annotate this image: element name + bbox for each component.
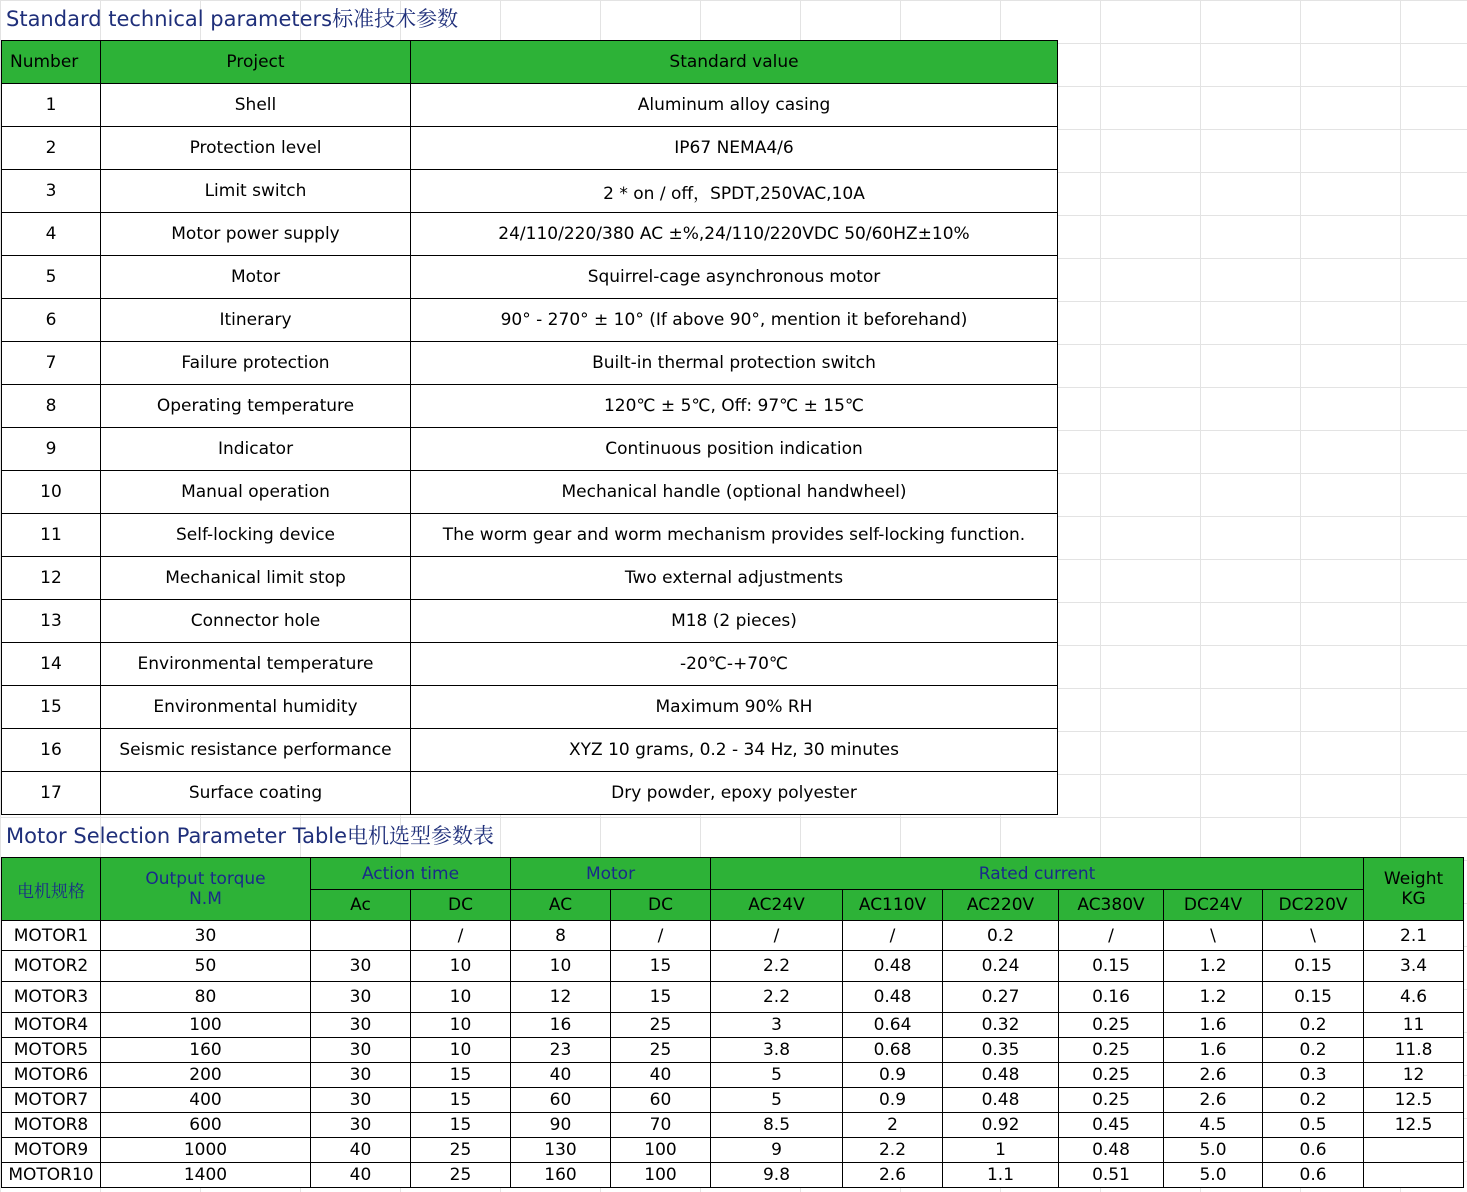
subheader-dc220v[interactable]: DC220V — [1263, 890, 1364, 921]
number-cell[interactable]: 16 — [2, 729, 101, 772]
spec-table-row — [2, 471, 1058, 514]
action-dc-cell[interactable]: 15 — [411, 1088, 511, 1113]
ac24v-cell[interactable]: 3.8 — [711, 1038, 843, 1063]
motor-ac-cell[interactable]: 8 — [511, 921, 611, 951]
motor-dc-cell[interactable]: 40 — [611, 1063, 711, 1088]
project-cell[interactable]: Motor — [101, 256, 411, 299]
spec-table-row — [2, 514, 1058, 557]
number-cell[interactable]: 15 — [2, 686, 101, 729]
ac220v-cell[interactable]: 0.32 — [943, 1013, 1059, 1038]
project-cell[interactable]: Manual operation — [101, 471, 411, 514]
ac110v-cell[interactable]: 0.9 — [843, 1063, 943, 1088]
ac220v-cell[interactable]: 0.27 — [943, 982, 1059, 1013]
ac24v-cell[interactable]: 8.5 — [711, 1113, 843, 1138]
value-cell[interactable]: IP67 NEMA4/6 — [411, 127, 1058, 170]
motor-ac-cell[interactable]: 130 — [511, 1138, 611, 1163]
ac220v-cell[interactable]: 0.2 — [943, 921, 1059, 951]
ac380v-cell[interactable]: 0.45 — [1059, 1113, 1164, 1138]
value-cell[interactable]: Maximum 90% RH — [411, 686, 1058, 729]
project-cell[interactable]: Itinerary — [101, 299, 411, 342]
spec-table-row — [2, 729, 1058, 772]
weight-cell[interactable]: 11.8 — [1364, 1038, 1464, 1063]
value-cell[interactable]: -20℃-+70℃ — [411, 643, 1058, 686]
action-ac-cell[interactable] — [311, 921, 411, 951]
value-cell[interactable]: Continuous position indication — [411, 428, 1058, 471]
action-dc-cell[interactable]: 15 — [411, 1113, 511, 1138]
motor-dc-cell[interactable]: / — [611, 921, 711, 951]
weight-cell[interactable]: 3.4 — [1364, 951, 1464, 982]
project-cell[interactable]: Operating temperature — [101, 385, 411, 428]
subheader-action-dc[interactable]: DC — [411, 890, 511, 921]
motor-table-row — [2, 1113, 1464, 1138]
project-cell[interactable]: Environmental humidity — [101, 686, 411, 729]
motor-ac-cell[interactable]: 16 — [511, 1013, 611, 1038]
motor-dc-cell[interactable]: 100 — [611, 1163, 711, 1188]
number-cell[interactable]: 11 — [2, 514, 101, 557]
header-project[interactable]: Project — [101, 41, 411, 84]
spec-table-row — [2, 84, 1058, 127]
spec-table-row — [2, 170, 1058, 213]
motor-ac-cell[interactable]: 90 — [511, 1113, 611, 1138]
number-cell[interactable]: 12 — [2, 557, 101, 600]
motor-table-row — [2, 951, 1464, 982]
dc220v-cell[interactable]: 0.2 — [1263, 1013, 1364, 1038]
header-motor[interactable]: Motor — [511, 858, 711, 890]
motor-spec-cell[interactable]: MOTOR8 — [2, 1113, 101, 1138]
motor-ac-cell[interactable]: 40 — [511, 1063, 611, 1088]
torque-cell[interactable]: 1400 — [101, 1163, 311, 1188]
ac24v-cell[interactable]: 9.8 — [711, 1163, 843, 1188]
number-cell[interactable]: 5 — [2, 256, 101, 299]
action-dc-cell[interactable]: 15 — [411, 1063, 511, 1088]
number-cell[interactable]: 4 — [2, 213, 101, 256]
project-cell[interactable]: Surface coating — [101, 772, 411, 815]
number-cell[interactable]: 17 — [2, 772, 101, 815]
motor-table-row — [2, 921, 1464, 951]
spec-header-row — [2, 41, 1058, 84]
dc220v-cell[interactable]: 0.15 — [1263, 982, 1364, 1013]
weight-cell[interactable]: 12.5 — [1364, 1088, 1464, 1113]
value-cell[interactable]: XYZ 10 grams, 0.2 - 34 Hz, 30 minutes — [411, 729, 1058, 772]
project-cell[interactable]: Indicator — [101, 428, 411, 471]
action-ac-cell[interactable]: 30 — [311, 1088, 411, 1113]
ac380v-cell[interactable]: 0.15 — [1059, 951, 1164, 982]
ac24v-cell[interactable]: 5 — [711, 1088, 843, 1113]
subheader-action-ac[interactable]: Ac — [311, 890, 411, 921]
dc220v-cell[interactable]: \ — [1263, 921, 1364, 951]
torque-cell[interactable]: 160 — [101, 1038, 311, 1063]
spec-table-row — [2, 385, 1058, 428]
ac110v-cell[interactable]: / — [843, 921, 943, 951]
spec-table-row — [2, 213, 1058, 256]
value-cell[interactable]: Dry powder, epoxy polyester — [411, 772, 1058, 815]
spec-table-row — [2, 600, 1058, 643]
motor-dc-cell[interactable]: 15 — [611, 951, 711, 982]
motor-ac-cell[interactable]: 10 — [511, 951, 611, 982]
action-ac-cell[interactable]: 30 — [311, 982, 411, 1013]
value-cell[interactable]: Built-in thermal protection switch — [411, 342, 1058, 385]
motor-spec-cell[interactable]: MOTOR10 — [2, 1163, 101, 1188]
ac24v-cell[interactable]: 5 — [711, 1063, 843, 1088]
weight-cell[interactable] — [1364, 1163, 1464, 1188]
motor-header-row-top — [2, 858, 1464, 890]
motor-ac-cell[interactable]: 23 — [511, 1038, 611, 1063]
motor-dc-cell[interactable]: 25 — [611, 1013, 711, 1038]
subheader-ac380v[interactable]: AC380V — [1059, 890, 1164, 921]
ac380v-cell[interactable]: 0.25 — [1059, 1038, 1164, 1063]
ac380v-cell[interactable]: 0.25 — [1059, 1013, 1164, 1038]
motor-spec-cell[interactable]: MOTOR6 — [2, 1063, 101, 1088]
motor-selection-table — [1, 857, 1464, 1188]
ac110v-cell[interactable]: 0.64 — [843, 1013, 943, 1038]
motor-dc-cell[interactable]: 15 — [611, 982, 711, 1013]
dc220v-cell[interactable]: 0.6 — [1263, 1163, 1364, 1188]
project-cell[interactable]: Seismic resistance performance — [101, 729, 411, 772]
motor-spec-cell[interactable]: MOTOR2 — [2, 951, 101, 982]
dc24v-cell[interactable]: 1.2 — [1164, 982, 1263, 1013]
ac110v-cell[interactable]: 2 — [843, 1113, 943, 1138]
motor-spec-cell[interactable]: MOTOR3 — [2, 982, 101, 1013]
value-cell[interactable]: Two external adjustments — [411, 557, 1058, 600]
standard-parameters-table — [1, 40, 1058, 815]
project-cell[interactable]: Environmental temperature — [101, 643, 411, 686]
action-dc-cell[interactable]: 10 — [411, 951, 511, 982]
header-action-time[interactable]: Action time — [311, 858, 511, 890]
number-cell[interactable]: 8 — [2, 385, 101, 428]
ac110v-cell[interactable]: 2.6 — [843, 1163, 943, 1188]
action-ac-cell[interactable]: 30 — [311, 1063, 411, 1088]
weight-cell[interactable]: 12.5 — [1364, 1113, 1464, 1138]
dc24v-cell[interactable]: 1.6 — [1164, 1013, 1263, 1038]
project-cell[interactable]: Mechanical limit stop — [101, 557, 411, 600]
weight-unit: KG — [1401, 889, 1426, 909]
number-cell[interactable]: 6 — [2, 299, 101, 342]
dc24v-cell[interactable]: 1.6 — [1164, 1038, 1263, 1063]
spec-table-row — [2, 299, 1058, 342]
ac220v-cell[interactable]: 0.48 — [943, 1063, 1059, 1088]
motor-ac-cell[interactable]: 60 — [511, 1088, 611, 1113]
weight-cell[interactable]: 4.6 — [1364, 982, 1464, 1013]
value-cell[interactable]: Aluminum alloy casing — [411, 84, 1058, 127]
spec-table-row — [2, 428, 1058, 471]
ac110v-cell[interactable]: 2.2 — [843, 1138, 943, 1163]
spec-table-row — [2, 256, 1058, 299]
torque-cell[interactable]: 1000 — [101, 1138, 311, 1163]
subheader-dc24v[interactable]: DC24V — [1164, 890, 1263, 921]
ac220v-cell[interactable]: 1.1 — [943, 1163, 1059, 1188]
spec-table-row — [2, 127, 1058, 170]
header-weight[interactable] — [1364, 858, 1464, 921]
torque-cell[interactable]: 50 — [101, 951, 311, 982]
ac24v-cell[interactable]: 2.2 — [711, 982, 843, 1013]
value-cell[interactable]: 24/110/220/380 AC ±%,24/110/220VDC 50/60HZ±10% — [411, 213, 1058, 256]
spec-table-row — [2, 342, 1058, 385]
spec-table-row — [2, 643, 1058, 686]
ac24v-cell[interactable]: 3 — [711, 1013, 843, 1038]
motor-table-row — [2, 1088, 1464, 1113]
value-cell[interactable]: Squirrel-cage asynchronous motor — [411, 256, 1058, 299]
ac24v-cell[interactable]: 2.2 — [711, 951, 843, 982]
number-cell[interactable]: 2 — [2, 127, 101, 170]
torque-cell[interactable]: 30 — [101, 921, 311, 951]
motor-table-body — [2, 921, 1464, 1188]
project-cell[interactable]: Motor power supply — [101, 213, 411, 256]
action-dc-cell[interactable]: / — [411, 921, 511, 951]
motor-table-row — [2, 1038, 1464, 1063]
motor-table-row — [2, 1013, 1464, 1038]
dc24v-cell[interactable]: 5.0 — [1164, 1138, 1263, 1163]
subheader-motor-dc[interactable]: DC — [611, 890, 711, 921]
motor-table-row — [2, 982, 1464, 1013]
number-cell[interactable]: 1 — [2, 84, 101, 127]
project-cell[interactable]: Limit switch — [101, 170, 411, 213]
motor-table-row — [2, 1138, 1464, 1163]
value-cell[interactable]: 90° - 270° ± 10° (If above 90°, mention it beforehand) — [411, 299, 1058, 342]
ac220v-cell[interactable]: 0.35 — [943, 1038, 1059, 1063]
value-cell[interactable]: 2 * on / off，SPDT,250VAC,10A — [411, 170, 1058, 213]
ac110v-cell[interactable]: 0.48 — [843, 951, 943, 982]
ac110v-cell[interactable]: 0.48 — [843, 982, 943, 1013]
project-cell[interactable]: Failure protection — [101, 342, 411, 385]
number-cell[interactable]: 3 — [2, 170, 101, 213]
spec-table-row — [2, 686, 1058, 729]
header-standard-value[interactable]: Standard value — [411, 41, 1058, 84]
subheader-ac24v[interactable]: AC24V — [711, 890, 843, 921]
ac380v-cell[interactable]: 0.48 — [1059, 1138, 1164, 1163]
dc24v-cell[interactable]: \ — [1164, 921, 1263, 951]
ac220v-cell[interactable]: 0.48 — [943, 1088, 1059, 1113]
motor-table-row — [2, 1163, 1464, 1188]
dc220v-cell[interactable]: 0.5 — [1263, 1113, 1364, 1138]
motor-spec-cell[interactable]: MOTOR5 — [2, 1038, 101, 1063]
motor-spec-cell[interactable]: MOTOR9 — [2, 1138, 101, 1163]
ac24v-cell[interactable]: 9 — [711, 1138, 843, 1163]
subheader-ac110v[interactable]: AC110V — [843, 890, 943, 921]
weight-label: Weight — [1383, 869, 1444, 889]
subheader-ac220v[interactable]: AC220V — [943, 890, 1059, 921]
project-cell[interactable]: Shell — [101, 84, 411, 127]
action-ac-cell[interactable]: 40 — [311, 1163, 411, 1188]
dc220v-cell[interactable]: 0.15 — [1263, 951, 1364, 982]
weight-cell[interactable]: 2.1 — [1364, 921, 1464, 951]
torque-unit: N.M — [189, 889, 222, 909]
action-ac-cell[interactable]: 30 — [311, 951, 411, 982]
action-ac-cell[interactable]: 30 — [311, 1013, 411, 1038]
project-cell[interactable]: Protection level — [101, 127, 411, 170]
ac110v-cell[interactable]: 0.9 — [843, 1088, 943, 1113]
project-cell[interactable]: Self-locking device — [101, 514, 411, 557]
weight-cell[interactable]: 11 — [1364, 1013, 1464, 1038]
ac380v-cell[interactable]: 0.25 — [1059, 1063, 1164, 1088]
number-cell[interactable]: 9 — [2, 428, 101, 471]
motor-dc-cell[interactable]: 70 — [611, 1113, 711, 1138]
action-ac-cell[interactable]: 30 — [311, 1038, 411, 1063]
ac220v-cell[interactable]: 0.24 — [943, 951, 1059, 982]
value-cell[interactable]: Mechanical handle (optional handwheel) — [411, 471, 1058, 514]
value-cell[interactable]: M18 (2 pieces) — [411, 600, 1058, 643]
ac110v-cell[interactable]: 0.68 — [843, 1038, 943, 1063]
action-dc-cell[interactable]: 10 — [411, 1038, 511, 1063]
project-cell[interactable]: Connector hole — [101, 600, 411, 643]
action-dc-cell[interactable]: 10 — [411, 1013, 511, 1038]
ac380v-cell[interactable]: / — [1059, 921, 1164, 951]
ac24v-cell[interactable]: / — [711, 921, 843, 951]
spec-section-title: Standard technical parameters标准技术参数 — [6, 7, 459, 31]
dc24v-cell[interactable]: 2.6 — [1164, 1063, 1263, 1088]
action-ac-cell[interactable]: 40 — [311, 1138, 411, 1163]
torque-cell[interactable]: 100 — [101, 1013, 311, 1038]
motor-dc-cell[interactable]: 100 — [611, 1138, 711, 1163]
torque-cell[interactable]: 400 — [101, 1088, 311, 1113]
action-dc-cell[interactable]: 25 — [411, 1163, 511, 1188]
dc24v-cell[interactable]: 2.6 — [1164, 1088, 1263, 1113]
value-cell[interactable]: 120℃ ± 5℃, Off: 97℃ ± 15℃ — [411, 385, 1058, 428]
ac380v-cell[interactable]: 0.25 — [1059, 1088, 1164, 1113]
number-cell[interactable]: 10 — [2, 471, 101, 514]
spec-table-row — [2, 772, 1058, 815]
header-output-torque[interactable] — [101, 858, 311, 921]
header-number[interactable]: Number — [2, 41, 101, 84]
header-rated-current[interactable]: Rated current — [711, 858, 1364, 890]
action-dc-cell[interactable]: 25 — [411, 1138, 511, 1163]
dc220v-cell[interactable]: 0.3 — [1263, 1063, 1364, 1088]
ac220v-cell[interactable]: 0.92 — [943, 1113, 1059, 1138]
spec-table-body — [2, 84, 1058, 815]
subheader-motor-ac[interactable]: AC — [511, 890, 611, 921]
number-cell[interactable]: 13 — [2, 600, 101, 643]
motor-spec-cell[interactable]: MOTOR4 — [2, 1013, 101, 1038]
motor-table-row — [2, 1063, 1464, 1088]
ac380v-cell[interactable]: 0.16 — [1059, 982, 1164, 1013]
dc220v-cell[interactable]: 0.2 — [1263, 1038, 1364, 1063]
motor-dc-cell[interactable]: 60 — [611, 1088, 711, 1113]
action-dc-cell[interactable]: 10 — [411, 982, 511, 1013]
dc24v-cell[interactable]: 1.2 — [1164, 951, 1263, 982]
motor-dc-cell[interactable]: 25 — [611, 1038, 711, 1063]
ac220v-cell[interactable]: 1 — [943, 1138, 1059, 1163]
motor-spec-cell[interactable]: MOTOR7 — [2, 1088, 101, 1113]
motor-ac-cell[interactable]: 12 — [511, 982, 611, 1013]
motor-ac-cell[interactable]: 160 — [511, 1163, 611, 1188]
dc24v-cell[interactable]: 5.0 — [1164, 1163, 1263, 1188]
number-cell[interactable]: 7 — [2, 342, 101, 385]
weight-cell[interactable]: 12 — [1364, 1063, 1464, 1088]
dc220v-cell[interactable]: 0.2 — [1263, 1088, 1364, 1113]
value-cell[interactable]: The worm gear and worm mechanism provides self-locking function. — [411, 514, 1058, 557]
dc220v-cell[interactable]: 0.6 — [1263, 1138, 1364, 1163]
spec-table-row — [2, 557, 1058, 600]
ac380v-cell[interactable]: 0.51 — [1059, 1163, 1164, 1188]
motor-section-title: Motor Selection Parameter Table电机选型参数表 — [6, 824, 495, 848]
dc24v-cell[interactable]: 4.5 — [1164, 1113, 1263, 1138]
motor-spec-cell[interactable]: MOTOR1 — [2, 921, 101, 951]
number-cell[interactable]: 14 — [2, 643, 101, 686]
torque-label: Output torque — [145, 869, 266, 889]
weight-cell[interactable] — [1364, 1138, 1464, 1163]
header-motor-spec[interactable]: 电机规格 — [2, 858, 101, 921]
torque-cell[interactable]: 200 — [101, 1063, 311, 1088]
action-ac-cell[interactable]: 30 — [311, 1113, 411, 1138]
torque-cell[interactable]: 600 — [101, 1113, 311, 1138]
torque-cell[interactable]: 80 — [101, 982, 311, 1013]
